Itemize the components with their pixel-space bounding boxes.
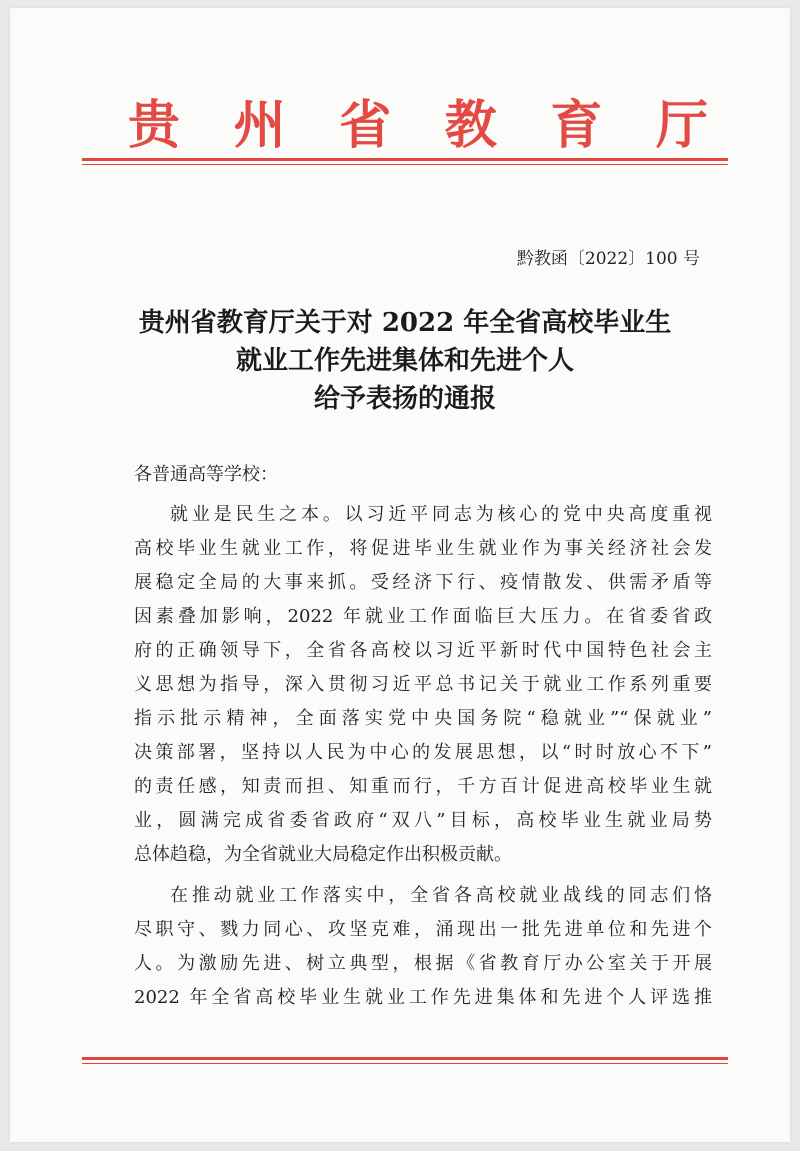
body-line: 在推动就业工作落实中，全省各高校就业战线的同志们恪: [170, 885, 712, 906]
body-line: 高校毕业生就业工作，将促进毕业生就业作为事关经济社会发: [134, 538, 712, 559]
body-line: 业，圆满完成省委省政府“双八”目标，高校毕业生就业局势: [134, 810, 712, 831]
letterhead-title: [128, 96, 708, 156]
document-page: [10, 8, 790, 1142]
document-title: [70, 304, 740, 418]
body-line: 的责任感，知责而担、知重而行，千方百计促进高校毕业生就: [134, 776, 712, 797]
letterhead-char: 育: [550, 95, 603, 156]
letterhead-char: 贵: [128, 95, 181, 156]
letterhead-char: 省: [339, 95, 392, 156]
body-line: 展稳定全局的大事来抓。受经济下行、疫情散发、供需矛盾等: [134, 572, 712, 593]
body-line: 决策部署，坚持以人民为中心的发展思想，以“时时放心不下”: [134, 742, 712, 763]
body-line: 2022 年全省高校毕业生就业工作先进集体和先进个人评选推: [134, 987, 712, 1008]
footer-divider-thin: [82, 1063, 728, 1064]
body-line: 总体趋稳，为全省就业大局稳定作出积极贡献。: [134, 844, 512, 865]
title-line: 贵州省教育厅关于对 2022 年全省高校毕业生: [138, 308, 672, 338]
letterhead-divider-thin: [82, 164, 728, 165]
title-line: 就业工作先进集体和先进个人: [235, 346, 574, 376]
body-line: 就业是民生之本。以习近平同志为核心的党中央高度重视: [170, 504, 712, 525]
footer-divider-thick: [82, 1057, 728, 1060]
body-line: 指示批示精神，全面落实党中央国务院“稳就业”“保就业”: [134, 708, 712, 729]
body-line: 尽职守、戮力同心、攻坚克难，涌现出一批先进单位和先进个: [134, 919, 712, 940]
body-line: 因素叠加影响，2022 年就业工作面临巨大压力。在省委省政: [134, 606, 712, 627]
salutation: 各普通高等学校：: [134, 464, 278, 485]
letterhead-divider-thick: [82, 158, 728, 161]
body-line: 义思想为指导，深入贯彻习近平总书记关于就业工作系列重要: [134, 674, 712, 695]
letterhead-char: 厅: [655, 95, 708, 156]
letterhead-char: 州: [233, 95, 286, 156]
document-number: 黔教函〔2022〕100 号: [516, 249, 700, 269]
body-line: 府的正确领导下，全省各高校以习近平新时代中国特色社会主: [134, 640, 712, 661]
title-line: 给予表扬的通报: [313, 384, 496, 414]
letterhead-char: 教: [444, 95, 497, 156]
body-line: 人。为激励先进、树立典型，根据《省教育厅办公室关于开展: [134, 953, 712, 974]
